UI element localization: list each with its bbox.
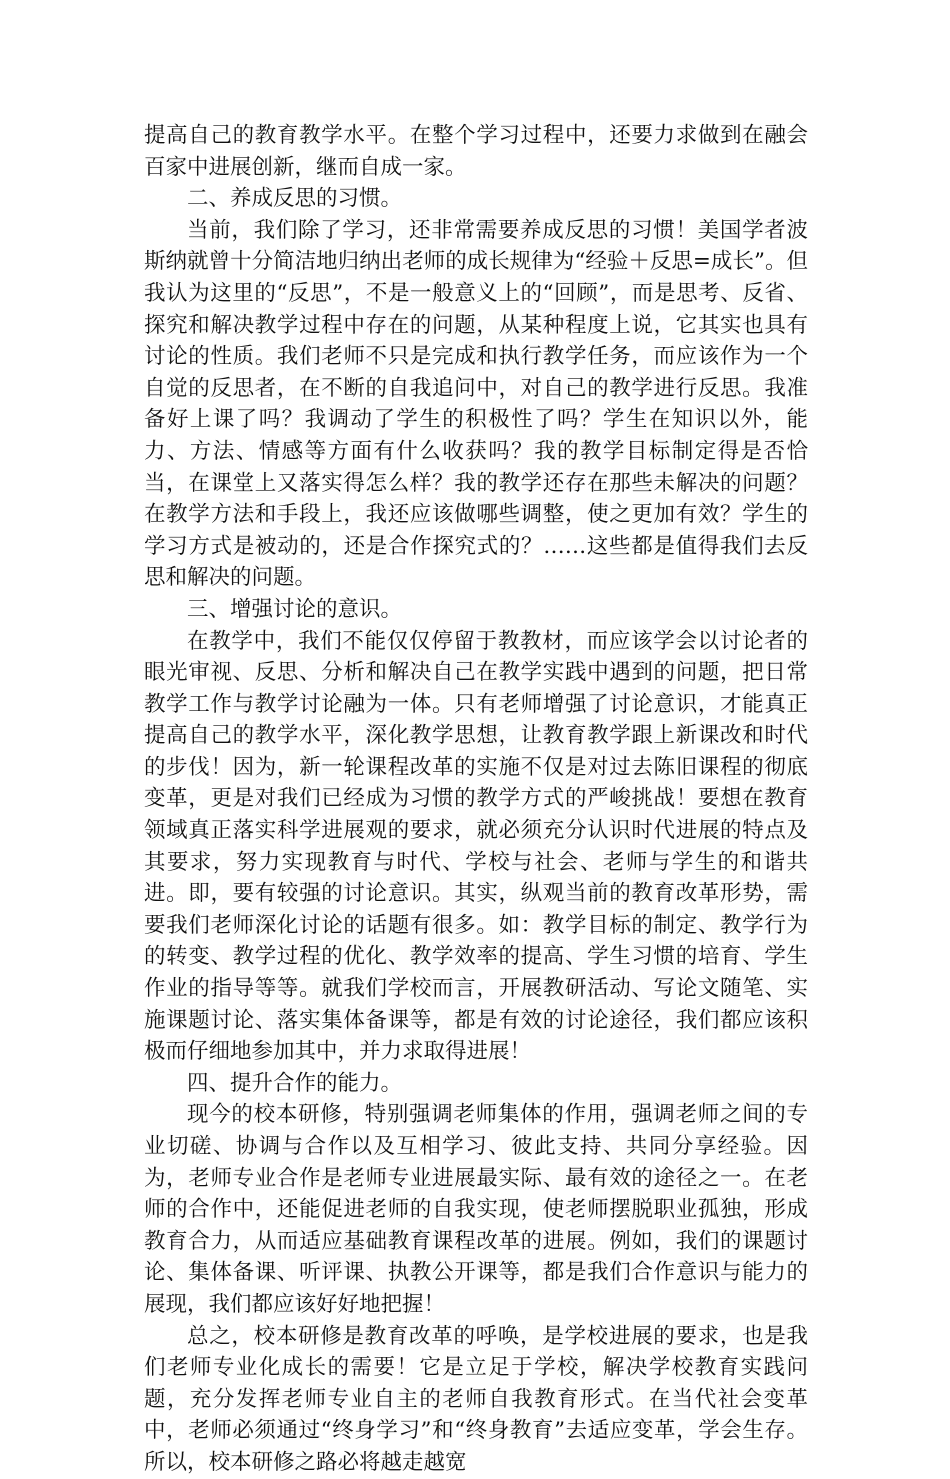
document-body — [144, 120, 808, 1479]
paragraph-discussion: 在教学中，我们不能仅仅停留于教教材，而应该学会以讨论者的眼光审视、反思、分析和解决自己在教学实践中遇到的问题，把日常教学工作与教学讨论融为一体。只有老师增强了讨论意识，才能真正提高自己的教学水平，深化教学思想，让教育教学跟上新课改和时代的步伐！因为，新一轮课程改革的实施不仅是对过去陈旧课程的彻底变革，更是对我们已经成为习惯的教学方式的严峻挑战！要想在教育领域真正落实科学进展观的要求，就必须充分认识时代进展的特点及其要求，努力实现教育与时代、学校与社会、老师与学生的和谐共进。即，要有较强的讨论意识。其实，纵观当前的教育改革形势，需要我们老师深化讨论的话题有很多。如：教学目标的制定、教学行为的转变、教学过程的优化、教学效率的提高、学生习惯的培育、学生作业的指导等等。就我们学校而言，开展教研活动、写论文随笔、实施课题讨论、落实集体备课等，都是有效的讨论途径，我们都应该积极而仔细地参加其中，并力求取得进展！ — [144, 628, 808, 1065]
paragraph-cooperation: 现今的校本研修，特别强调老师集体的作用，强调老师之间的专业切磋、协调与合作以及互相学习、彼此支持、共同分享经验。因为，老师专业合作是老师专业进展最实际、最有效的途径之一。在老师的合作中，还能促进老师的自我实现，使老师摆脱职业孤独，形成教育合力，从而适应基础教育课程改革的进展。例如，我们的课题讨论、集体备课、听评课、执教公开课等，都是我们合作意识与能力的展现，我们都应该好好地把握！ — [144, 1102, 808, 1317]
section-heading-4: 四、提升合作的能力。 — [187, 1070, 403, 1096]
paragraph-continuation: 提高自己的教育教学水平。在整个学习过程中，还要力求做到在融会百家中进展创新，继而自成一家。 — [144, 123, 808, 180]
paragraph-conclusion: 总之，校本研修是教育改革的呼唤，是学校进展的要求，也是我们老师专业化成长的需要！它是立足于学校，解决学校教育实践问题，充分发挥老师专业自主的老师自我教育形式。在当代社会变革中，老师必须通过“终身学习”和“终身教育”去适应变革，学会生存。所以，校本研修之路必将越走越宽 — [144, 1323, 808, 1475]
paragraph-reflection: 当前，我们除了学习，还非常需要养成反思的习惯！美国学者波斯纳就曾十分简洁地归纳出老师的成长规律为“经验＋反思=成长”。但我认为这里的“反思”，不是一般意义上的“回顾”，而是思考、反省、探究和解决教学过程中存在的问题，从某种程度上说，它其实也具有讨论的性质。我们老师不只是完成和执行教学任务，而应该作为一个自觉的反思者，在不断的自我追问中，对自己的教学进行反思。我准备好上课了吗？我调动了学生的积极性了吗？学生在知识以外，能力、方法、情感等方面有什么收获吗？我的教学目标制定得是否恰当，在课堂上又落实得怎么样？我的教学还存在那些未解决的问题？在教学方法和手段上，我还应该做哪些调整，使之更加有效？学生的学习方式是被动的，还是合作探究式的？……这些都是值得我们去反思和解决的问题。 — [144, 217, 808, 591]
section-heading-2: 二、养成反思的习惯。 — [187, 186, 403, 212]
section-heading-3: 三、增强讨论的意识。 — [187, 596, 403, 622]
